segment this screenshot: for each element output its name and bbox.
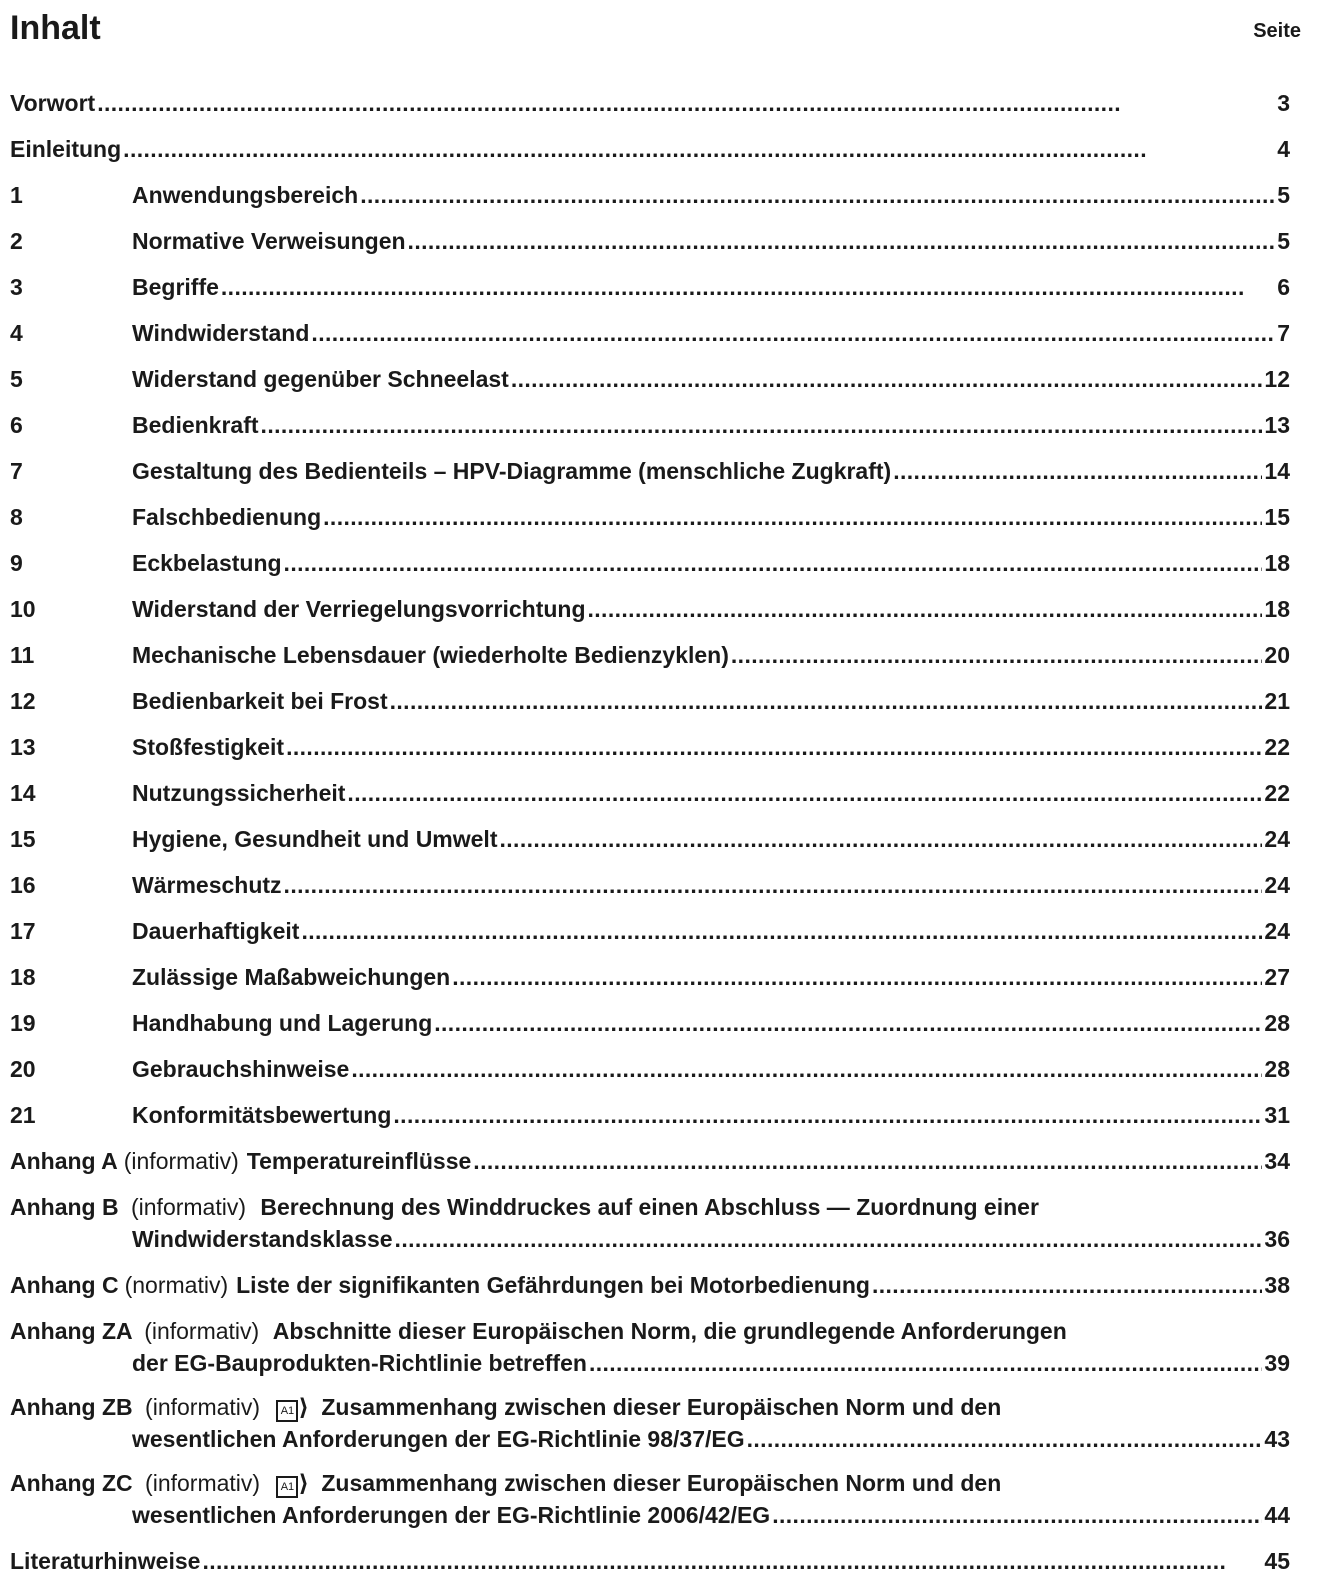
amendment-marker-icon: A1	[276, 1400, 298, 1422]
toc-entry-title: Windwiderstand	[132, 320, 310, 346]
toc-section-number: 10	[10, 596, 36, 622]
toc-entry-title: Wärmeschutz	[132, 872, 282, 898]
toc-page-number: 6	[1277, 274, 1290, 300]
toc-entry-section-12[interactable]	[132, 687, 1290, 715]
leader-dots	[473, 1147, 1262, 1175]
toc-entry-einleitung[interactable]	[10, 135, 1290, 163]
toc-entry-title: Vorwort	[10, 90, 96, 116]
leader-dots	[286, 733, 1262, 761]
toc-section-number: 3	[10, 274, 23, 300]
toc-page-number: 44	[1264, 1502, 1290, 1528]
leader-dots	[772, 1501, 1262, 1529]
toc-entry-annex-za[interactable]	[10, 1317, 1067, 1345]
leader-dots	[301, 917, 1262, 945]
toc-entry-title: Hygiene, Gesundheit und Umwelt	[132, 826, 498, 852]
toc-entry-section-11[interactable]	[132, 641, 1290, 669]
toc-entry-title: Gebrauchshinweise	[132, 1056, 350, 1082]
toc-entry-title: Eckbelastung	[132, 550, 282, 576]
toc-entry-title: Anwendungsbereich	[132, 182, 359, 208]
leader-dots	[202, 1547, 1262, 1575]
leader-dots	[731, 641, 1263, 669]
leader-dots	[390, 687, 1263, 715]
annex-type: (informativ)	[131, 1194, 247, 1220]
toc-page-number: 27	[1264, 964, 1290, 990]
toc-entry-title: Nutzungssicherheit	[132, 780, 346, 806]
toc-entry-section-3[interactable]	[132, 273, 1290, 301]
leader-dots	[360, 181, 1275, 209]
toc-entry-section-7[interactable]	[132, 457, 1290, 485]
toc-entry-section-13[interactable]	[132, 733, 1290, 761]
leader-dots	[893, 457, 1262, 485]
toc-entry-title: Einleitung	[10, 136, 122, 162]
annex-type: (normativ)	[124, 1272, 229, 1298]
leader-dots	[97, 89, 1275, 117]
toc-page-number: 22	[1264, 734, 1290, 760]
toc-entry-annex-za-cont[interactable]	[132, 1349, 1290, 1377]
toc-section-number: 2	[10, 228, 23, 254]
toc-section-number: 7	[10, 458, 23, 484]
leader-dots	[434, 1009, 1262, 1037]
toc-entry-section-1[interactable]	[132, 181, 1290, 209]
toc-page-number: 3	[1277, 90, 1290, 116]
annex-type: (informativ)	[145, 1470, 261, 1496]
toc-entry-title: Normative Verweisungen	[132, 228, 406, 254]
toc-section-number: 12	[10, 688, 36, 714]
toc-entry-section-21[interactable]	[132, 1101, 1290, 1129]
toc-entry-title: Mechanische Lebensdauer (wiederholte Bedienzyklen)	[132, 642, 729, 668]
toc-page-number: 5	[1277, 228, 1290, 254]
toc-entry-title: Bedienbarkeit bei Frost	[132, 688, 388, 714]
leader-dots	[747, 1425, 1263, 1453]
leader-dots	[311, 319, 1275, 347]
toc-page-number: 45	[1264, 1548, 1290, 1574]
toc-entry-section-14[interactable]	[132, 779, 1290, 807]
toc-section-number: 17	[10, 918, 36, 944]
toc-entry-annex-a[interactable]	[10, 1147, 1290, 1175]
toc-section-number: 18	[10, 964, 36, 990]
toc-section-number: 9	[10, 550, 23, 576]
toc-entry-title-line2: Windwiderstandsklasse	[132, 1226, 393, 1252]
leader-dots	[499, 825, 1262, 853]
toc-entry-section-10[interactable]	[132, 595, 1290, 623]
leader-dots	[323, 503, 1262, 531]
annex-type: (informativ)	[123, 1148, 239, 1174]
toc-section-number: 14	[10, 780, 36, 806]
toc-page-number: 15	[1264, 504, 1290, 530]
toc-entry-annex-zc[interactable]	[10, 1469, 1001, 1498]
toc-section-number: 6	[10, 412, 23, 438]
toc-entry-title-line1: Zusammenhang zwischen dieser Europäischen Norm und den	[321, 1394, 1002, 1420]
annex-label: Anhang C	[10, 1272, 119, 1298]
leader-dots	[872, 1271, 1262, 1299]
toc-section-number: 21	[10, 1102, 36, 1128]
annex-type: (informativ)	[145, 1394, 261, 1420]
leader-dots	[261, 411, 1263, 439]
annex-label: Anhang ZB	[10, 1394, 133, 1420]
toc-entry-title: Bedienkraft	[132, 412, 259, 438]
toc-entry-title: Widerstand der Verriegelungsvorrichtung	[132, 596, 586, 622]
toc-entry-title-line1: Zusammenhang zwischen dieser Europäischen Norm und den	[321, 1470, 1002, 1496]
toc-entry-title-line2: wesentlichen Anforderungen der EG-Richtlinie 2006/42/EG	[132, 1502, 771, 1528]
toc-page-number: 18	[1264, 550, 1290, 576]
toc-page-number: 24	[1264, 918, 1290, 944]
toc-entry-literaturhinweise[interactable]	[10, 1547, 1290, 1575]
toc-page-number: 28	[1264, 1056, 1290, 1082]
toc-section-number: 20	[10, 1056, 36, 1082]
toc-section-number: 1	[10, 182, 23, 208]
toc-entry-title: Stoßfestigkeit	[132, 734, 285, 760]
toc-page-number: 5	[1277, 182, 1290, 208]
toc-entry-title: Zulässige Maßabweichungen	[132, 964, 451, 990]
annex-label: Anhang A	[10, 1148, 118, 1174]
toc-entry-section-4[interactable]	[132, 319, 1290, 347]
amendment-arrow-icon: ⟩	[298, 1394, 309, 1420]
toc-page-number: 34	[1264, 1148, 1290, 1174]
page-column-label: Seite	[1253, 20, 1301, 42]
leader-dots	[347, 779, 1262, 807]
leader-dots	[123, 135, 1275, 163]
toc-entry-title-line1: Abschnitte dieser Europäischen Norm, die grundlegende Anforderungen	[272, 1318, 1067, 1344]
toc-page-number: 13	[1264, 412, 1290, 438]
toc-entry-title: Falschbedienung	[132, 504, 322, 530]
toc-page-number: 36	[1264, 1226, 1290, 1252]
toc-entry-title: Literaturhinweise	[10, 1548, 201, 1574]
annex-type: (informativ)	[144, 1318, 260, 1344]
toc-page-number: 4	[1277, 136, 1290, 162]
toc-entry-title-line2: wesentlichen Anforderungen der EG-Richtlinie 98/37/EG	[132, 1426, 745, 1452]
toc-page-number: 22	[1264, 780, 1290, 806]
toc-entry-title-line1: Berechnung des Winddruckes auf einen Abschluss — Zuordnung einer	[260, 1194, 1039, 1220]
leader-dots	[284, 549, 1263, 577]
leader-dots	[284, 871, 1263, 899]
amendment-arrow-icon: ⟩	[298, 1470, 309, 1496]
toc-entry-title: Gestaltung des Bedienteils – HPV-Diagramme (menschliche Zugkraft)	[132, 458, 892, 484]
toc-section-number: 11	[10, 642, 35, 668]
toc-entry-annex-zb[interactable]	[10, 1393, 1001, 1422]
toc-page-number: 38	[1264, 1272, 1290, 1298]
toc-page-number: 14	[1264, 458, 1290, 484]
toc-page-number: 28	[1264, 1010, 1290, 1036]
toc-page-number: 20	[1264, 642, 1290, 668]
annex-label: Anhang ZC	[10, 1470, 133, 1496]
leader-dots	[393, 1101, 1262, 1129]
toc-entry-annex-zc-cont[interactable]	[132, 1501, 1290, 1529]
leader-dots	[351, 1055, 1262, 1083]
annex-label: Anhang B	[10, 1194, 119, 1220]
toc-entry-section-16[interactable]	[132, 871, 1290, 899]
toc-entry-title: Konformitätsbewertung	[132, 1102, 392, 1128]
toc-entry-title: Dauerhaftigkeit	[132, 918, 300, 944]
toc-entry-title: Widerstand gegenüber Schneelast	[132, 366, 509, 392]
toc-page-number: 18	[1264, 596, 1290, 622]
amendment-marker-icon: A1	[276, 1476, 298, 1498]
toc-entry-section-17[interactable]	[132, 917, 1290, 945]
toc-section-number: 13	[10, 734, 36, 760]
toc-entry-title-line2: der EG-Bauprodukten-Richtlinie betreffen	[132, 1350, 587, 1376]
toc-page-number: 21	[1264, 688, 1290, 714]
page-title: Inhalt	[10, 9, 101, 47]
toc-entry-annex-b[interactable]	[10, 1193, 1039, 1221]
leader-dots	[408, 227, 1276, 255]
toc-entry-title: Liste der signifikanten Gefährdungen bei Motorbedienung	[236, 1272, 870, 1298]
toc-entry-section-9[interactable]	[132, 549, 1290, 577]
leader-dots	[511, 365, 1263, 393]
toc-entry-title: Handhabung und Lagerung	[132, 1010, 433, 1036]
toc-section-number: 8	[10, 504, 23, 530]
toc-entry-section-6[interactable]	[132, 411, 1290, 439]
leader-dots	[221, 273, 1275, 301]
toc-page-number: 24	[1264, 826, 1290, 852]
toc-page-number: 12	[1264, 366, 1290, 392]
toc-section-number: 4	[10, 320, 23, 346]
toc-entry-annex-b-cont[interactable]	[132, 1225, 1290, 1253]
toc-entry-title: Begriffe	[132, 274, 219, 300]
toc-page-number: 24	[1264, 872, 1290, 898]
annex-label: Anhang ZA	[10, 1318, 132, 1344]
toc-entry-section-8[interactable]	[132, 503, 1290, 531]
toc-entry-section-18[interactable]	[132, 963, 1290, 991]
toc-page-number: 43	[1264, 1426, 1290, 1452]
toc-page-number: 7	[1277, 320, 1290, 346]
toc-section-number: 19	[10, 1010, 36, 1036]
leader-dots	[452, 963, 1262, 991]
leader-dots	[395, 1225, 1263, 1253]
toc-entry-section-5[interactable]	[132, 365, 1290, 393]
leader-dots	[589, 1349, 1262, 1377]
toc-entry-section-15[interactable]	[132, 825, 1290, 853]
toc-page-number: 39	[1264, 1350, 1290, 1376]
toc-entry-annex-c[interactable]	[10, 1271, 1290, 1299]
toc-entry-vorwort[interactable]	[10, 89, 1290, 117]
toc-section-number: 5	[10, 366, 23, 392]
toc-entry-section-19[interactable]	[132, 1009, 1290, 1037]
toc-entry-title: Temperatureinflüsse	[246, 1148, 472, 1174]
toc-page-number: 31	[1264, 1102, 1290, 1128]
leader-dots	[588, 595, 1263, 623]
toc-entry-section-2[interactable]	[132, 227, 1290, 255]
toc-entry-annex-zb-cont[interactable]	[132, 1425, 1290, 1453]
toc-section-number: 16	[10, 872, 36, 898]
toc-entry-section-20[interactable]	[132, 1055, 1290, 1083]
toc-section-number: 15	[10, 826, 36, 852]
